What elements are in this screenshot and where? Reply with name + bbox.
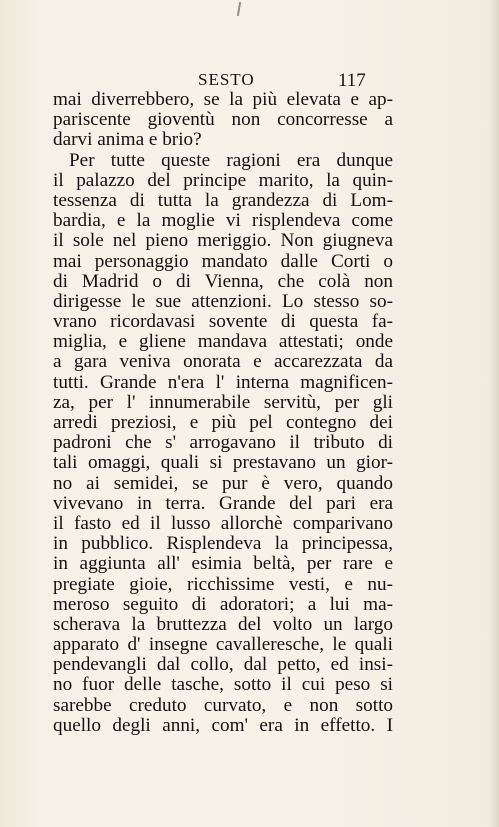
text-line: tutti. Grande n'era l' interna magnificen- [53,371,393,393]
text-line: tali omaggi, quali si prestavano un gior- [53,452,393,474]
text-line: scherava la bruttezza del volto un largo [53,613,393,635]
page-edge-shadow [489,0,499,827]
text-line: il fasto ed il lusso allorchè comparivano [53,512,393,534]
text-line: pariscente gioventù non concorresse a [53,109,393,131]
text-line: tessenza di tutta la grandezza di Lom- [53,189,393,211]
text-line: darvi anima e brio? [53,129,202,151]
text-line: vivevano in terra. Grande del pari era [53,492,393,514]
text-line: pendevangli dal collo, dal petto, ed insi- [53,654,393,676]
text-line: bardia, e la moglie vi risplendeva come [53,210,393,232]
text-line: padroni che s' arrogavano il tributo di [53,432,393,454]
text-line: mai diverrebbero, se la più elevata e ap- [53,89,393,110]
ink-mark [237,2,241,16]
text-line: Per tutte queste ragioni era dunque [69,149,393,171]
text-line: apparato d' insegne cavalleresche, le quali [53,634,393,656]
text-line: in aggiunta all' esimia beltà, per rare e [53,553,393,575]
running-head: SESTO [198,70,255,89]
text-line: dirigesse le sue attenzioni. Lo stesso so- [53,290,393,312]
text-line: mai personaggio mandato dalle Corti o [53,250,393,272]
text-line: a gara veniva onorata e accarezzata da [53,351,393,373]
text-line: arredi preziosi, e più pel contegno dei [53,412,393,433]
text-line: sarebbe creduto curvato, e non sotto [53,694,393,716]
text-line: miglia, e gliene mandava attestati; onde [53,331,393,353]
text-line: quello degli anni, com' era in effetto. I [53,714,393,736]
text-line: di Madrid o di Vienna, che colà non [53,270,393,292]
text-line: no ai semidei, se pur è vero, quando [53,472,393,494]
text-line: za, per l' innumerabile servitù, per gli [53,391,393,413]
text-line: vrano ricordavasi sovente di questa fa- [53,311,393,333]
body-text [53,90,393,736]
text-line: in pubblico. Risplendeva la principessa, [53,533,393,555]
text-line: il palazzo del principe marito, la quin- [53,169,393,191]
text-line: no fuor delle tasche, sotto il cui peso si [53,674,393,696]
text-line: pregiate gioie, ricchissime vesti, e nu- [53,573,393,595]
page-number: 117 [338,70,366,91]
text-line: meroso seguito di adoratori; a lui ma- [53,593,393,615]
text-line: il sole nel pieno meriggio. Non giugneva [53,230,393,252]
